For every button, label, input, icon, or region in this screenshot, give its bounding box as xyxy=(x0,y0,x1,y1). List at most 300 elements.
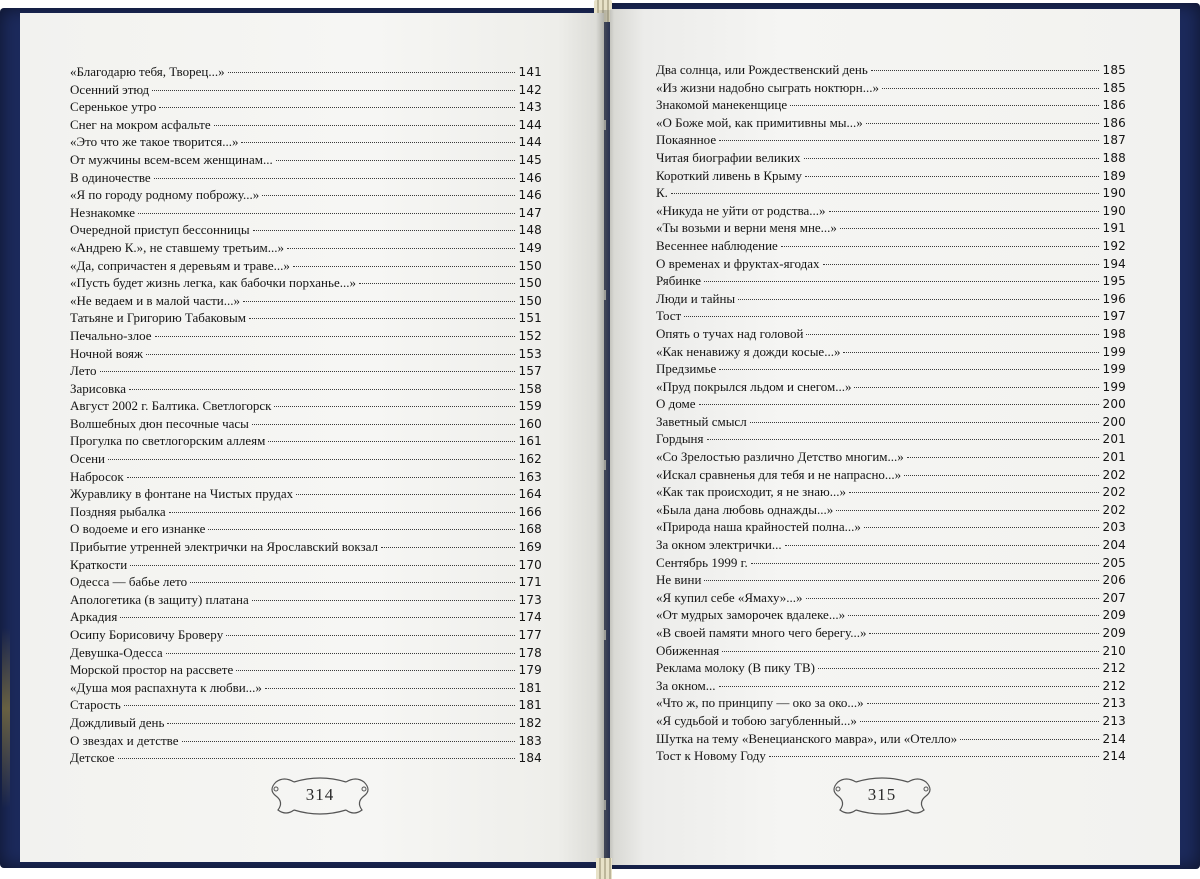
toc-entry-title: Печально-злое xyxy=(70,327,152,343)
toc-entry-page: 179 xyxy=(518,663,542,678)
toc-entry-page: 195 xyxy=(1102,274,1126,289)
toc-entry-title: Опять о тучах над головой xyxy=(656,325,804,341)
toc-entry-page: 181 xyxy=(518,698,542,713)
dot-leader xyxy=(871,70,1100,71)
toc-entry-title: Дождливый день xyxy=(70,714,165,730)
toc-entry-page: 151 xyxy=(518,311,542,326)
toc-entry-page: 149 xyxy=(518,240,542,255)
toc-entry-title: «Душа моя распахнута к любви...» xyxy=(70,679,262,695)
spine-gutter xyxy=(596,10,614,865)
toc-entry-page: 199 xyxy=(1102,379,1126,394)
toc-entry-page: 159 xyxy=(518,399,542,414)
toc-entry xyxy=(70,662,542,680)
toc-entry-title: Заветный смысл xyxy=(656,413,747,429)
toc-entry xyxy=(70,451,542,469)
toc-entry xyxy=(656,80,1126,98)
toc-entry-page: 182 xyxy=(518,715,542,730)
toc-entry-title: «Пруд покрылся льдом и снегом...» xyxy=(656,378,852,394)
dot-leader xyxy=(806,598,1100,599)
toc-entry xyxy=(656,484,1126,502)
toc-entry-title: Татьяне и Григорию Табаковым xyxy=(70,310,246,326)
toc-entry-page: 201 xyxy=(1102,450,1126,465)
spine-stitch xyxy=(604,290,606,300)
toc-entry xyxy=(70,486,542,504)
toc-entry xyxy=(70,275,542,293)
dot-leader xyxy=(751,563,1100,564)
toc-entry-title: «Была дана любовь однажды...» xyxy=(656,501,834,517)
toc-entry-page: 209 xyxy=(1102,626,1126,640)
toc-entry-title: «Что ж, по принципу — око за око...» xyxy=(656,695,864,711)
dot-leader xyxy=(769,756,1100,757)
toc-entry-page: 162 xyxy=(518,452,542,467)
dot-leader xyxy=(293,266,516,267)
toc-entry xyxy=(70,293,542,311)
dot-leader xyxy=(882,88,1099,89)
dot-leader xyxy=(154,178,516,179)
toc-entry-title: «От мудрых заморочек вдалеке...» xyxy=(656,607,846,623)
toc-entry-title: Ночной вояж xyxy=(70,345,144,361)
dot-leader xyxy=(274,406,515,407)
toc-entry-title: Зарисовка xyxy=(70,380,127,396)
dot-leader xyxy=(146,354,515,355)
toc-entry xyxy=(656,115,1126,133)
toc-entry xyxy=(70,733,542,751)
toc-list-right xyxy=(656,62,1126,766)
dot-leader xyxy=(127,477,516,478)
dot-leader xyxy=(287,248,515,249)
toc-entry-title: «Из жизни надобно сыграть ноктюрн...» xyxy=(656,79,880,95)
toc-entry xyxy=(70,258,542,276)
page-number: 315 xyxy=(867,785,897,804)
toc-entry xyxy=(656,555,1126,573)
toc-entry xyxy=(656,625,1126,643)
dot-leader xyxy=(829,211,1100,212)
toc-entry-title: Осипу Борисовичу Бровеpу xyxy=(70,627,224,642)
toc-entry xyxy=(70,609,542,627)
toc-entry-title: Незнакомке xyxy=(70,204,136,220)
toc-entry-title: Девушка-Одесса xyxy=(70,644,163,660)
toc-entry xyxy=(656,643,1126,661)
toc-entry-title: Волшебных дюн песочные часы xyxy=(70,415,249,431)
toc-entry xyxy=(656,537,1126,555)
toc-entry xyxy=(656,308,1126,326)
toc-entry-page: 141 xyxy=(518,65,542,79)
toc-entry-title: Осенний этюд xyxy=(70,81,150,97)
toc-entry xyxy=(70,680,542,698)
dot-leader xyxy=(100,371,516,372)
toc-entry-title: Журавлику в фонтане на Чистых прудах xyxy=(70,486,294,502)
toc-entry-title: Гордыня xyxy=(656,431,704,447)
toc-entry-page: 153 xyxy=(518,346,542,361)
toc-entry xyxy=(70,504,542,522)
toc-entry xyxy=(656,344,1126,362)
toc-entry-page: 144 xyxy=(518,135,542,150)
spine-stitch xyxy=(604,120,606,130)
toc-entry-page: 146 xyxy=(518,188,542,203)
toc-entry xyxy=(70,170,542,188)
dot-leader xyxy=(719,140,1099,141)
toc-entry-title: О звездах и детстве xyxy=(70,732,179,748)
toc-entry-title: Покаянное xyxy=(656,132,717,148)
toc-entry-title: «Благодарю тебя, Творец...» xyxy=(70,64,225,79)
toc-entry xyxy=(656,185,1126,203)
toc-entry-title: В одиночестве xyxy=(70,169,151,185)
dot-leader xyxy=(124,705,516,706)
toc-entry-title: Люди и тайны xyxy=(656,290,736,306)
toc-entry-page: 200 xyxy=(1102,397,1126,412)
toc-entry-page: 213 xyxy=(1102,713,1126,728)
dot-leader xyxy=(818,668,1100,669)
toc-entry-page: 157 xyxy=(518,364,542,379)
toc-entry-page: 202 xyxy=(1102,502,1126,517)
toc-entry-page: 201 xyxy=(1102,432,1126,447)
dot-leader xyxy=(867,703,1100,704)
toc-entry xyxy=(70,64,542,82)
toc-entry-title: Серенькое утро xyxy=(70,99,157,115)
dot-leader xyxy=(722,651,1099,652)
dot-leader xyxy=(236,670,515,671)
toc-entry-title: «Это что же такое творится...» xyxy=(70,134,239,150)
toc-entry-title: О доме xyxy=(656,396,696,412)
toc-entry xyxy=(656,238,1126,256)
toc-entry-title: Одесса — бабье лето xyxy=(70,574,188,590)
toc-entry-page: 146 xyxy=(518,170,542,185)
toc-entry-page: 163 xyxy=(518,469,542,484)
toc-entry-page: 152 xyxy=(518,328,542,343)
toc-entry xyxy=(70,117,542,135)
dot-leader xyxy=(138,213,515,214)
toc-entry-title: «Да, сопричастен я деревьям и траве...» xyxy=(70,257,290,273)
toc-entry-title: «Я по городу родному поброжу...» xyxy=(70,187,260,203)
toc-entry-title: Два солнца, или Рождественский день xyxy=(656,62,868,77)
dot-leader xyxy=(907,457,1100,458)
dot-leader xyxy=(214,125,516,126)
toc-entry xyxy=(70,363,542,381)
toc-entry-title: За окном... xyxy=(656,677,716,693)
toc-entry-page: 210 xyxy=(1102,643,1126,658)
toc-entry xyxy=(70,416,542,434)
toc-entry-page: 212 xyxy=(1102,678,1126,693)
toc-entry-title: Сентябрь 1999 г. xyxy=(656,554,748,570)
dot-leader xyxy=(805,176,1100,177)
toc-entry xyxy=(656,97,1126,115)
toc-entry-title: Набросок xyxy=(70,468,124,484)
toc-entry-page: 171 xyxy=(518,575,542,590)
dot-leader xyxy=(864,527,1100,528)
toc-entry-page: 192 xyxy=(1102,238,1126,253)
toc-entry xyxy=(70,574,542,592)
toc-entry-page: 199 xyxy=(1102,362,1126,377)
toc-entry-page: 204 xyxy=(1102,538,1126,553)
dot-leader xyxy=(129,389,515,390)
toc-entry-title: «Как так происходит, я не знаю...» xyxy=(656,484,846,500)
toc-entry xyxy=(70,328,542,346)
page-number-ornament-right xyxy=(826,772,938,820)
toc-entry xyxy=(70,697,542,715)
toc-entry-title: «Пусть будет жизнь легка, как бабочки порханье...» xyxy=(70,275,356,291)
toc-entry-page: 206 xyxy=(1102,573,1126,588)
toc-entry xyxy=(70,592,542,610)
toc-list-left xyxy=(70,64,542,768)
toc-entry-page: 183 xyxy=(518,733,542,748)
dot-leader xyxy=(252,424,516,425)
toc-entry-page: 144 xyxy=(518,117,542,132)
toc-entry xyxy=(656,607,1126,625)
dot-leader xyxy=(823,264,1100,265)
toc-entry-page: 148 xyxy=(518,223,542,238)
toc-entry xyxy=(70,715,542,733)
toc-entry xyxy=(656,660,1126,678)
dot-leader xyxy=(860,721,1100,722)
toc-entry xyxy=(656,273,1126,291)
toc-entry-title: «Ты возьми и верни меня мне...» xyxy=(656,220,837,236)
toc-entry-page: 147 xyxy=(518,205,542,220)
toc-entry xyxy=(70,187,542,205)
toc-entry-title: Апологетика (в защиту) платана xyxy=(70,591,249,607)
toc-entry-title: Тост xyxy=(656,308,682,324)
toc-entry xyxy=(70,469,542,487)
toc-entry-page: 173 xyxy=(518,592,542,607)
toc-entry-page: 181 xyxy=(518,680,542,695)
toc-entry xyxy=(656,449,1126,467)
dot-leader xyxy=(108,459,515,460)
toc-entry-title: От мужчины всем-всем женщинам... xyxy=(70,151,273,167)
toc-entry xyxy=(70,750,542,768)
dot-leader xyxy=(253,230,516,231)
toc-entry-title: Тост к Новому Году xyxy=(656,748,766,764)
dot-leader xyxy=(252,600,516,601)
dot-leader xyxy=(226,635,515,636)
toc-entry xyxy=(70,152,542,170)
dot-leader xyxy=(130,565,515,566)
toc-entry-title: Рябинке xyxy=(656,273,702,289)
toc-entry-page: 187 xyxy=(1102,133,1126,148)
toc-entry-title: Читая биографии великих xyxy=(656,149,801,165)
spine-stitch xyxy=(604,630,606,640)
toc-entry-page: 214 xyxy=(1102,731,1126,746)
dot-leader xyxy=(671,193,1100,194)
toc-entry-page: 209 xyxy=(1102,608,1126,623)
toc-entry xyxy=(656,220,1126,238)
toc-entry-title: Очередной приступ бессонницы xyxy=(70,222,250,238)
dot-leader xyxy=(781,246,1100,247)
toc-entry-title: Осени xyxy=(70,451,106,467)
toc-entry-page: 143 xyxy=(518,100,542,115)
toc-entry xyxy=(656,291,1126,309)
gilt-edge xyxy=(2,628,10,808)
dot-leader xyxy=(159,107,515,108)
toc-entry xyxy=(656,748,1126,766)
toc-entry xyxy=(70,398,542,416)
toc-entry-page: 190 xyxy=(1102,203,1126,218)
toc-entry-page: 177 xyxy=(518,628,542,642)
toc-entry-page: 186 xyxy=(1102,115,1126,130)
dot-leader xyxy=(228,72,516,73)
dot-leader xyxy=(790,105,1099,106)
toc-entry-title: Не вини xyxy=(656,572,702,588)
toc-entry-page: 164 xyxy=(518,487,542,502)
toc-entry xyxy=(656,132,1126,150)
toc-entry-title: Поздняя рыбалка xyxy=(70,503,166,519)
toc-entry-title: Весеннее наблюдение xyxy=(656,237,778,253)
toc-entry-page: 190 xyxy=(1102,186,1126,201)
toc-entry-page: 169 xyxy=(518,540,542,555)
toc-entry-title: Морской простор на рассвете xyxy=(70,662,234,678)
toc-entry-title: Аркадия xyxy=(70,609,118,625)
toc-entry xyxy=(656,361,1126,379)
toc-entry-page: 189 xyxy=(1102,168,1126,183)
toc-entry-page: 196 xyxy=(1102,291,1126,306)
dot-leader xyxy=(719,686,1100,687)
toc-entry xyxy=(656,62,1126,80)
dot-leader xyxy=(243,301,516,302)
toc-entry-page: 203 xyxy=(1102,520,1126,535)
toc-entry xyxy=(70,521,542,539)
dot-leader xyxy=(166,653,516,654)
dot-leader xyxy=(120,617,515,618)
toc-entry xyxy=(70,645,542,663)
dot-leader xyxy=(699,404,1100,405)
toc-entry xyxy=(656,379,1126,397)
toc-entry-title: Знакомой манекенщице xyxy=(656,97,788,113)
dot-leader xyxy=(866,123,1100,124)
toc-entry-page: 212 xyxy=(1102,661,1126,676)
toc-entry-title: Реклама молоку (В пику ТВ) xyxy=(656,660,815,676)
spine-footband xyxy=(596,858,612,879)
dot-leader xyxy=(262,195,515,196)
toc-entry-title: Детское xyxy=(70,750,115,766)
toc-entry-page: 145 xyxy=(518,152,542,167)
toc-entry-page: 197 xyxy=(1102,309,1126,324)
toc-entry-page: 214 xyxy=(1102,749,1126,764)
toc-entry-page: 166 xyxy=(518,504,542,519)
dot-leader xyxy=(296,494,515,495)
dot-leader xyxy=(167,723,515,724)
toc-entry-title: «Я судьбой и тобою загубленный...» xyxy=(656,712,857,728)
dot-leader xyxy=(836,510,1099,511)
toc-entry-title: О водоеме и его изнанке xyxy=(70,521,206,537)
toc-entry-page: 205 xyxy=(1102,555,1126,570)
dot-leader xyxy=(806,334,1099,335)
toc-entry-page: 188 xyxy=(1102,150,1126,165)
dot-leader xyxy=(265,688,516,689)
toc-entry-title: «Андрею К.», не ставшему третьим...» xyxy=(70,239,285,255)
dot-leader xyxy=(804,158,1100,159)
toc-entry-title: «Со Зрелостью различно Детство многим...» xyxy=(656,449,904,465)
spine-stitch xyxy=(604,800,606,810)
dot-leader xyxy=(869,633,1099,634)
toc-entry xyxy=(70,99,542,117)
toc-entry-title: «Я купил себе «Ямаху»...» xyxy=(656,589,803,605)
toc-entry xyxy=(70,346,542,364)
toc-entry-page: 202 xyxy=(1102,485,1126,500)
toc-entry xyxy=(656,502,1126,520)
toc-entry xyxy=(70,539,542,557)
dot-leader xyxy=(276,160,516,161)
toc-entry-page: 161 xyxy=(518,434,542,449)
dot-leader xyxy=(719,369,1099,370)
dot-leader xyxy=(169,512,516,513)
toc-entry xyxy=(656,203,1126,221)
toc-entry-title: «Как ненавижу я дожди косые...» xyxy=(656,343,841,359)
toc-entry-title: О временах и фруктах-ягодах xyxy=(656,255,820,271)
dot-leader xyxy=(155,336,516,337)
toc-entry-title: «О Боже мой, как примитивны мы...» xyxy=(656,114,863,130)
toc-entry xyxy=(70,310,542,328)
toc-entry xyxy=(656,467,1126,485)
toc-entry-page: 185 xyxy=(1102,80,1126,95)
page-number-ornament-left xyxy=(264,772,376,820)
dot-leader xyxy=(904,475,1099,476)
toc-entry-page: 170 xyxy=(518,557,542,572)
dot-leader xyxy=(707,439,1100,440)
toc-entry-title: К. xyxy=(656,185,668,201)
toc-entry xyxy=(656,713,1126,731)
dot-leader xyxy=(208,529,515,530)
spine-stitch xyxy=(604,460,606,470)
toc-entry-title: Обиженная xyxy=(656,642,720,658)
toc-entry-title: Шутка на тему «Венецианского мавра», или «Отелло» xyxy=(656,730,958,746)
dot-leader xyxy=(684,316,1099,317)
toc-entry xyxy=(70,433,542,451)
toc-entry xyxy=(70,82,542,100)
toc-entry-page: 213 xyxy=(1102,696,1126,711)
toc-entry xyxy=(656,150,1126,168)
dot-leader xyxy=(704,580,1099,581)
dot-leader xyxy=(840,228,1100,229)
toc-entry-page: 150 xyxy=(518,293,542,308)
dot-leader xyxy=(750,422,1100,423)
toc-entry-title: «В своей памяти много чего берегу...» xyxy=(656,625,867,640)
toc-entry-page: 185 xyxy=(1102,63,1126,77)
dot-leader xyxy=(118,758,516,759)
toc-entry-page: 178 xyxy=(518,645,542,660)
toc-entry xyxy=(656,590,1126,608)
toc-entry-title: Предзимье xyxy=(656,361,717,377)
toc-entry xyxy=(70,134,542,152)
toc-entry xyxy=(656,678,1126,696)
toc-entry xyxy=(70,381,542,399)
toc-entry xyxy=(656,414,1126,432)
toc-entry xyxy=(70,205,542,223)
toc-entry xyxy=(656,326,1126,344)
dot-leader xyxy=(182,741,516,742)
toc-entry-page: 194 xyxy=(1102,256,1126,271)
toc-entry-page: 199 xyxy=(1102,344,1126,359)
toc-entry-title: Прогулка по светлогорским аллеям xyxy=(70,433,266,449)
toc-entry-title: Август 2002 г. Балтика. Светлогорск xyxy=(70,398,272,414)
dot-leader xyxy=(249,318,516,319)
dot-leader xyxy=(190,582,515,583)
toc-entry-page: 168 xyxy=(518,522,542,537)
dot-leader xyxy=(381,547,516,548)
toc-entry xyxy=(70,627,542,645)
dot-leader xyxy=(738,299,1099,300)
toc-entry xyxy=(70,557,542,575)
toc-entry-page: 158 xyxy=(518,381,542,396)
toc-entry-page: 142 xyxy=(518,82,542,97)
page-number: 314 xyxy=(305,785,335,804)
dot-leader xyxy=(960,739,1099,740)
toc-entry-page: 160 xyxy=(518,416,542,431)
toc-entry-page: 200 xyxy=(1102,414,1126,429)
toc-entry-title: Короткий ливень в Крыму xyxy=(656,167,802,183)
toc-entry-title: За окном электрички... xyxy=(656,537,782,553)
toc-entry xyxy=(656,731,1126,749)
dot-leader xyxy=(848,615,1099,616)
toc-entry xyxy=(70,222,542,240)
dot-leader xyxy=(854,387,1099,388)
